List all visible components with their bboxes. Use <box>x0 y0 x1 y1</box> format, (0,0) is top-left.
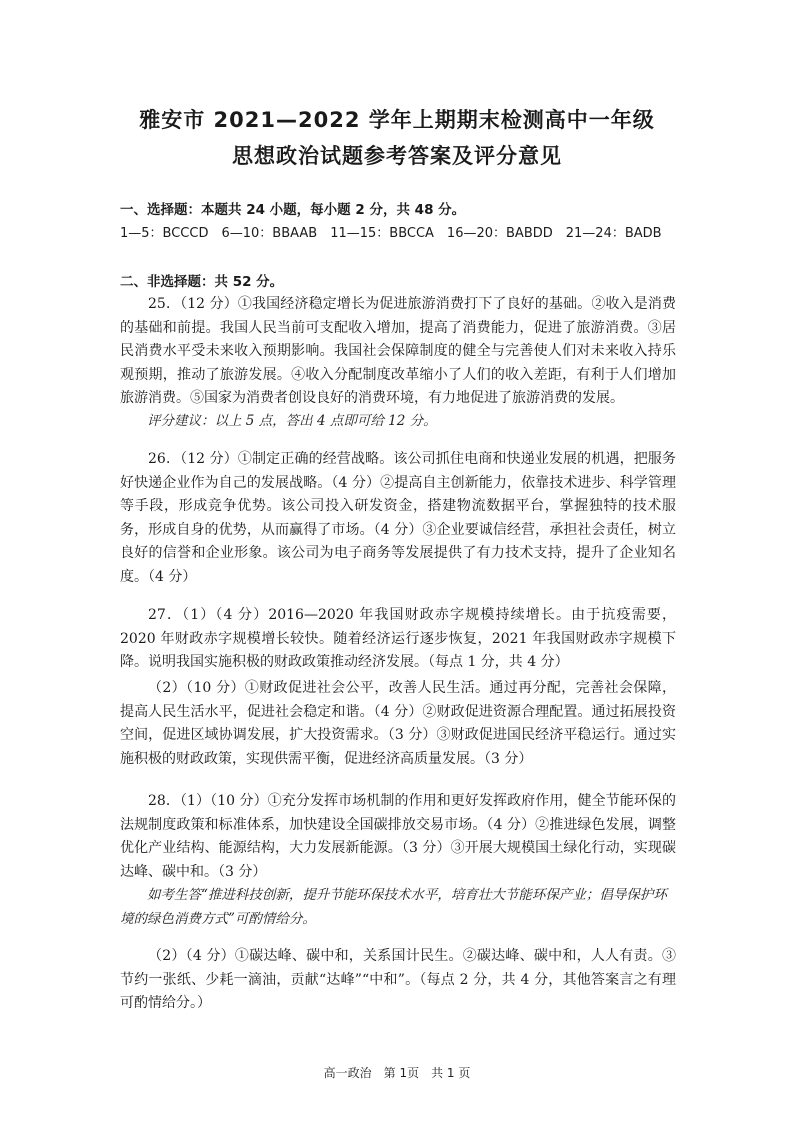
q28-part2: （2）（4 分）①碳达峰、碳中和，关系国计民生。②碳达峰、碳中和，人人有责。③节约一张纸、少耗一滴油，贡献“达峰”“中和”。（每点 2 分，共 4 分，其他答案言之有理可酌情给分。） <box>120 948 676 1011</box>
q26-answer: 26．（12 分）①制定正确的经营战略。该公司抓住电商和快递业发展的机遇，把服务好快递企业作为自己的发展战略。（4 分）②提高自主创新能力，依靠技术进步、科学管理等手段，形成竞争优势。该公司投入研发资金，搭建物流数据平台，掌握独特的技术服务，形成自身的优势，从而赢得了市场。（4 分）③企业要诚信经营，承担社会责任，树立良好的信誉和企业形象。该公司为电子商务等发展提供了有力技术支持，提升了企业知名度。（4 分） <box>120 451 676 585</box>
q27-part2: （2）（10 分）①财政促进社会公平，改善人民生活。通过再分配，完善社会保障，提高人民生活水平，促进社会稳定和谐。（4 分）②财政促进资源合理配置。通过拓展投资空间，促进区域协调发展，扩大投资需求。（3 分）③财政促进国民经济平稳运行。通过实施积极的财政政策，实现供需平衡，促进经济高质量发展。（3 分） <box>120 680 676 767</box>
page-footer: 高一政治 第 1页 共 1 页 <box>323 1066 471 1080</box>
q27-part1: 27．（1）（4 分）2016—2020 年我国财政赤字规模持续增长。由于抗疫需要，2020 年财政赤字规模增长较快。随着经济运行逐步恢复，2021 年我国财政赤字规模下降。说明我国实施积极的财政政策推动经济发展。（每点 1 分，共 4 分） <box>120 607 676 670</box>
choice-answers: 1—5：BCCCD 6—10：BBAAB 11—15：BBCCA 16—20：BABDD 21—24：BADB <box>120 226 662 241</box>
q28-scoring-note: 如考生答“推进科技创新，提升节能环保技术水平，培育壮大节能环保产业；倡导保护环境的绿色消费方式”可酌情给分。 <box>120 887 667 927</box>
page-title-line1: 雅安市 2021—2022 学年上期期末检测高中一年级 <box>139 108 655 132</box>
page-title-line2: 思想政治试题参考答案及评分意见 <box>232 144 562 168</box>
q28-part1: 28．（1）（10 分）①充分发挥市场机制的作用和更好发挥政府作用，健全节能环保的法规制度政策和标准体系，加快建设全国碳排放交易市场。（4 分）②推进绿色发展，调整优化产业结构、能源结构，大力发展新能源。（3 分）③开展大规模国土绿化行动，实现碳达峰、碳中和。（3 分） <box>120 793 676 880</box>
q25-scoring-note: 评分建议：以上 5 点，答出 4 点即可给 12 分。 <box>147 413 437 429</box>
section1-heading: 一、选择题：本题共 24 小题，每小题 2 分，共 48 分。 <box>120 202 466 218</box>
q25-answer: 25．（12 分）①我国经济稳定增长为促进旅游消费打下了良好的基础。②收入是消费的基础和前提。我国人民当前可支配收入增加，提高了消费能力，促进了旅游消费。③居民消费水平受未来收入预期影响。我国社会保障制度的健全与完善使人们对未来收入持乐观预期，推动了旅游发展。④收入分配制度改革缩小了人们的收入差距，有利于人们增加旅游消费。⑤国家为消费者创设良好的消费环境，有力地促进了旅游消费的发展。 <box>120 296 676 406</box>
section2-heading: 二、非选择题：共 52 分。 <box>120 274 284 290</box>
